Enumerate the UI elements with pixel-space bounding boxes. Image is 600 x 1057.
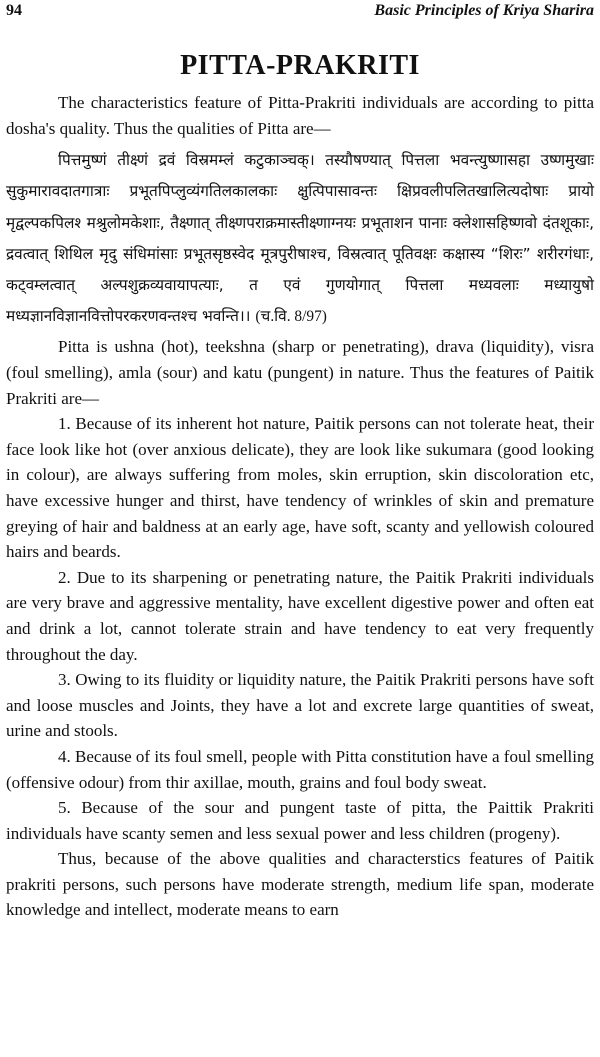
verse-reference: (च.वि. 8/97) <box>255 308 327 326</box>
running-header <box>6 2 594 26</box>
feature-point-1: 1. Because of its inherent hot nature, Paitik persons can not tolerate heat, their face look like hot (over anxious delicate), they are look like sukumara (good looking in colour), are always suffering from moles, skin erruption, skin discoloration etc, have excessive hunger and thirst, have tendency of wrinkles of skin and premature greying of hair and baldness at an early age, have soft, scanty and yellowish coloured hairs and beards. <box>6 414 594 562</box>
conclusion-paragraph: Thus, because of the above qualities and characterstics features of Paitik prakriti persons, such persons have moderate strength, medium life span, moderate knowledge and intellect, moderate means to earn <box>6 849 594 920</box>
sanskrit-verse <box>6 145 594 332</box>
book-page <box>6 0 594 1057</box>
chapter-title: PITTA-PRAKRITI <box>180 50 420 81</box>
pitta-qualities-paragraph: Pitta is ushna (hot), teekshna (sharp or penetrating), drava (liquidity), visra (foul smelling), amla (sour) and katu (pungent) in nature. Thus the features of Paitik Prakriti are— <box>6 337 594 408</box>
intro-paragraph: The characteristics feature of Pitta-Prakriti individuals are according to pitta dosha's quality. Thus the qualities of Pitta are— <box>6 93 594 138</box>
feature-point-4: 4. Because of its foul smell, people with Pitta constitution have a foul smelling (offensive odour) from thir axillae, mouth, grains and foul body sweat. <box>6 746 594 792</box>
book-title: Basic Principles of Kriya Sharira <box>374 2 594 19</box>
feature-point-3: 3. Owing to its fluidity or liquidity nature, the Paitik Prakriti persons have soft and loose muscles and Joints, they have a lot and excrete large quantities of sweat, urine and stools. <box>6 670 594 741</box>
verse-text: पित्तमुष्णं तीक्ष्णं द्रवं विस्रमम्लं कटुकाञ्चक्। तस्यौषण्यात् पित्तला भवन्त्युष्णासहा उष्णमुखाः सुकुमारावदातगात्राः प्रभूतपिप्लुव्यंगतिलकालकाः क्षुत्पिपासावन्तः क्षिप्रवलीपलितखालित्यदोषाः प्रायो मृद्वल्पकपिलश्‍ मश्रुलोमकेशाः, तैक्ष्णात् तीक्ष्णपराक्रमास्तीक्ष्णाग्नयः प्रभूताशन पानाः क्लेशासहिष्णवो दंतशूकाः, द्रवत्वात् शिथिल मृदु संधिमांसाः प्रभूतसृष्ठस्वेद मूत्रपुरीषाश्च, विस्रत्वात् पूतिवक्षः कक्षास्य “शिरः” शरीरगंधाः, कट्वम्लत्वात् अल्पशुक्रव्यवायापत्याः, त एवं गुणयोगात् पित्तला मध्यवलाः मध्यायुषो मध्यज्ञानविज्ञानवित्तोपरकरणवन्तश्च भवन्ति।। <box>6 151 594 326</box>
body-text <box>6 90 594 923</box>
feature-point-2: 2. Due to its sharpening or penetrating nature, the Paitik Prakriti individuals are very brave and aggressive mentality, have excellent digestive power and often eat and drink a lot, cannot tolerate strain and have tendency to eat very frequently throughout the day. <box>6 567 594 664</box>
page-number: 94 <box>6 2 22 19</box>
feature-point-5: 5. Because of the sour and pungent taste of pitta, the Paittik Prakriti individuals have scanty semen and less sexual power and less children (progeny). <box>6 798 594 843</box>
